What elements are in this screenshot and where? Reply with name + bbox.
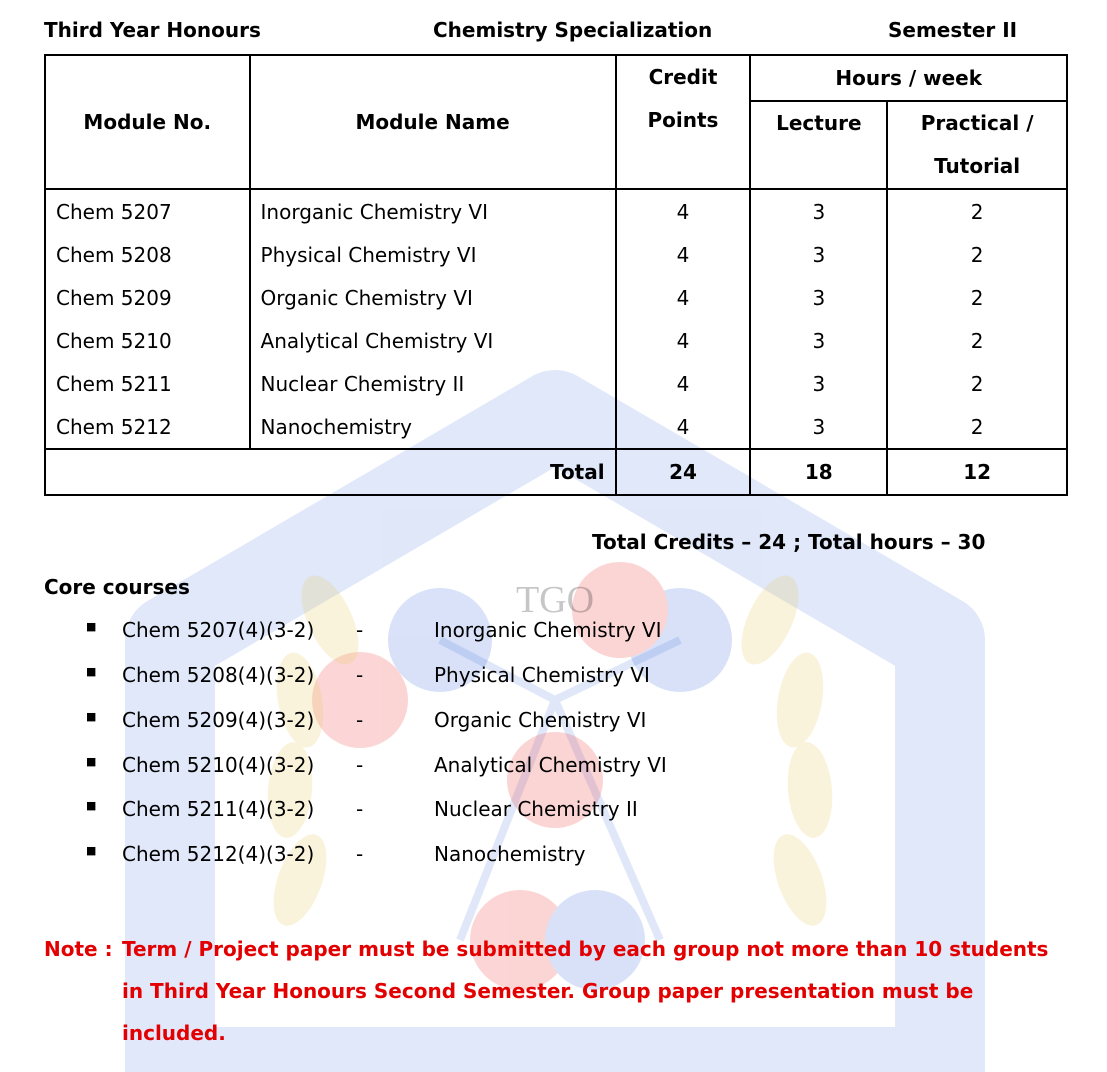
credit-cell: 4 [616,276,751,319]
course-code: Chem 5210(4)(3-2) [122,753,315,777]
module-no-cell: Chem 5210 [45,319,250,362]
practical-cell: 2 [887,233,1067,276]
total-label: Total [45,449,616,495]
course-code: Chem 5209(4)(3-2) [122,708,315,732]
total-lecture: 18 [750,449,887,495]
course-dash: - [356,842,364,866]
module-name-cell: Analytical Chemistry VI [250,319,616,362]
course-code: Chem 5212(4)(3-2) [122,842,315,866]
module-no-cell: Chem 5209 [45,276,250,319]
list-item [0,663,1107,693]
course-name: Inorganic Chemistry VI [434,618,662,642]
header-credit-line2: Points [647,108,719,132]
practical-cell: 2 [887,362,1067,405]
watermark-text: TGO [515,579,595,621]
list-item [0,842,1107,872]
lecture-cell: 3 [750,189,887,233]
note-text: Term / Project paper must be submitted by each group not more than 10 students in Third Year Honours Second Semester. Group paper presentation must be included. [122,937,1049,1045]
module-no-cell: Chem 5212 [45,405,250,449]
course-dash: - [356,753,364,777]
table-row [45,362,1067,405]
page-header [44,18,1034,44]
table-row [45,319,1067,362]
header-module-no: Module No. [45,55,250,189]
header-practical [887,101,1067,189]
table-header-row [45,55,1067,101]
course-name: Organic Chemistry VI [434,708,647,732]
credit-cell: 4 [616,405,751,449]
lecture-cell: 3 [750,276,887,319]
bullet-icon: ■ [86,755,97,768]
note-label: Note : [44,937,113,961]
bullet-icon: ■ [86,710,97,723]
header-practical-line2: Tutorial [934,154,1021,178]
header-specialization: Chemistry Specialization [433,18,713,42]
total-credits-hours: Total Credits – 24 ; Total hours – 30 [592,530,986,554]
table-total-row [45,449,1067,495]
lecture-cell: 3 [750,362,887,405]
course-code: Chem 5208(4)(3-2) [122,663,315,687]
bullet-icon: ■ [86,844,97,857]
practical-cell: 2 [887,276,1067,319]
lecture-cell: 3 [750,233,887,276]
core-courses-heading: Core courses [44,575,190,599]
credit-cell: 4 [616,233,751,276]
header-semester: Semester II [888,18,1018,42]
list-item [0,797,1107,827]
module-no-cell: Chem 5207 [45,189,250,233]
module-name-cell: Inorganic Chemistry VI [250,189,616,233]
course-dash: - [356,708,364,732]
module-no-cell: Chem 5211 [45,362,250,405]
table-row [45,276,1067,319]
course-name: Physical Chemistry VI [434,663,650,687]
bullet-icon: ■ [86,620,97,633]
course-dash: - [356,618,364,642]
course-dash: - [356,663,364,687]
lecture-cell: 3 [750,405,887,449]
credit-cell: 4 [616,362,751,405]
module-name-cell: Nuclear Chemistry II [250,362,616,405]
bullet-icon: ■ [86,665,97,678]
total-credit: 24 [616,449,751,495]
course-name: Analytical Chemistry VI [434,753,667,777]
list-item [0,753,1107,783]
total-practical: 12 [887,449,1067,495]
header-lecture: Lecture [750,101,887,189]
credit-cell: 4 [616,319,751,362]
header-credit-line1: Credit [648,65,718,89]
credit-cell: 4 [616,189,751,233]
course-dash: - [356,797,364,821]
bullet-icon: ■ [86,799,97,812]
list-item [0,618,1107,648]
table-row [45,233,1067,276]
course-code: Chem 5211(4)(3-2) [122,797,315,821]
module-name-cell: Physical Chemistry VI [250,233,616,276]
course-code: Chem 5207(4)(3-2) [122,618,315,642]
module-table [44,54,1068,496]
course-name: Nanochemistry [434,842,586,866]
practical-cell: 2 [887,189,1067,233]
practical-cell: 2 [887,405,1067,449]
course-name: Nuclear Chemistry II [434,797,638,821]
header-credit-points [616,55,751,189]
list-item [0,708,1107,738]
header-module-name: Module Name [250,55,616,189]
header-practical-line1: Practical / [920,111,1034,135]
module-name-cell: Nanochemistry [250,405,616,449]
module-no-cell: Chem 5208 [45,233,250,276]
header-hours-week: Hours / week [750,55,1067,101]
practical-cell: 2 [887,319,1067,362]
table-row [45,405,1067,449]
header-year: Third Year Honours [44,18,261,42]
table-row [45,189,1067,233]
lecture-cell: 3 [750,319,887,362]
module-name-cell: Organic Chemistry VI [250,276,616,319]
